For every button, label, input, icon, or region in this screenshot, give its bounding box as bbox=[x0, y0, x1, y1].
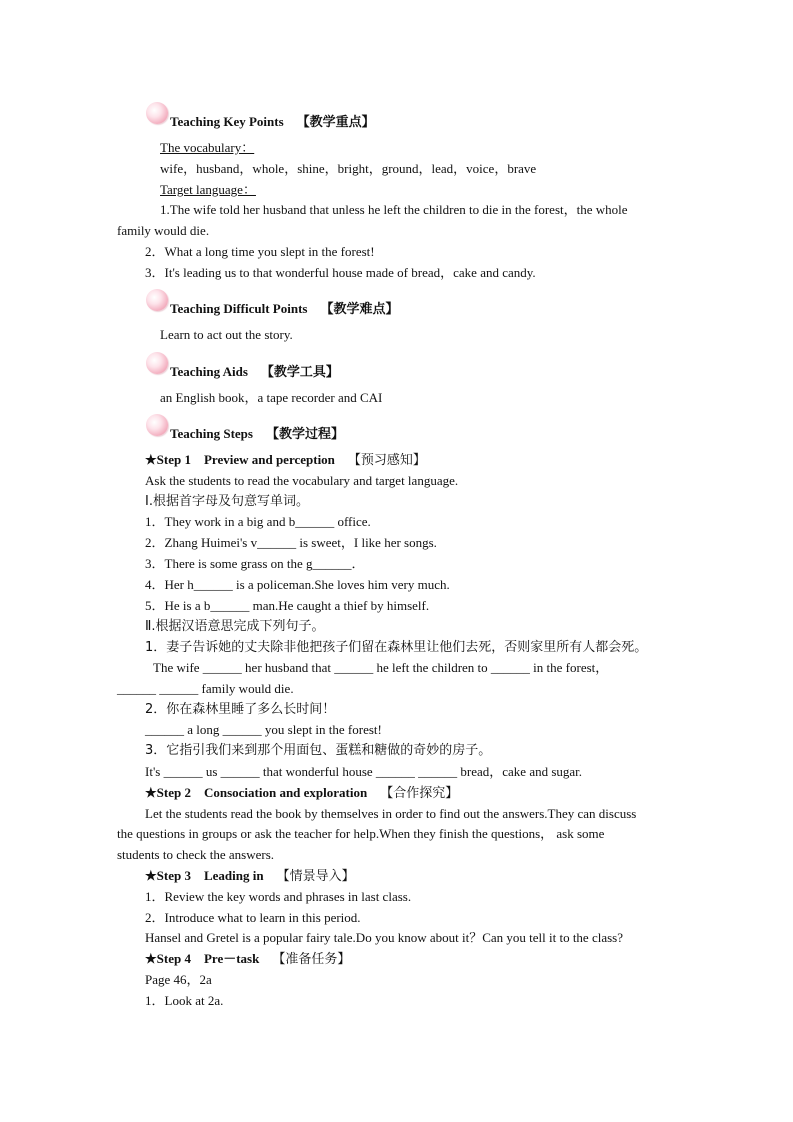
step1-intro: Ask the students to read the vocabulary and target language. bbox=[145, 473, 459, 488]
step4-line-2: 1．Look at 2a. bbox=[145, 993, 224, 1008]
question-1: 1．They work in a big and b______ office. bbox=[145, 514, 371, 529]
vocabulary-label: The vocabulary： bbox=[160, 140, 255, 155]
question-2: 2．Zhang Huimei's v______ is sweet，I like her songs. bbox=[145, 535, 437, 550]
step3-line-1: 1．Review the key words and phrases in last class. bbox=[145, 889, 412, 904]
pink-bullet-icon bbox=[146, 102, 168, 124]
pink-bullet-icon bbox=[146, 289, 168, 311]
key-points-heading: Teaching Key Points 【教学重点】 bbox=[170, 114, 375, 130]
step3-line-3: Hansel and Gretel is a popular fairy tale.Do you know about it？Can you tell it to the class? bbox=[145, 930, 623, 945]
teaching-aids-text: an English book，a tape recorder and CAI bbox=[160, 390, 383, 405]
step4-line-1: Page 46，2a bbox=[145, 972, 212, 987]
question-3: 3．There is some grass on the g______． bbox=[145, 556, 365, 571]
target-sentence-1b: family would die. bbox=[117, 223, 210, 238]
step2-paragraph-line-3: students to check the answers. bbox=[117, 847, 275, 862]
step2-heading: ★Step 2 Consociation and exploration 【合作探究】 bbox=[145, 785, 459, 801]
step3-line-2: 2．Introduce what to learn in this period. bbox=[145, 910, 361, 925]
target-language-label: Target language： bbox=[160, 182, 256, 197]
part2-instruction: Ⅱ.根据汉语意思完成下列句子。 bbox=[145, 619, 325, 634]
step2-paragraph-line-1: Let the students read the book by themselves in order to find out the answers.They can discuss bbox=[145, 806, 637, 821]
vocabulary-list: wife，husband，whole，shine，bright，ground，lead，voice，brave bbox=[160, 161, 537, 176]
pink-bullet-icon bbox=[146, 352, 168, 374]
question-5: 5．He is a b______ man.He caught a thief by himself. bbox=[145, 598, 430, 613]
translation-3-cn: 3．它指引我们来到那个用面包、蛋糕和糖做的奇妙的房子。 bbox=[145, 743, 492, 758]
translation-2-en: ______ a long ______ you slept in the forest! bbox=[145, 722, 382, 737]
step2-paragraph-line-2: the questions in groups or ask the teacher for help.When they finish the questions， ask some bbox=[117, 826, 605, 841]
translation-3-en: It's ______ us ______ that wonderful house ______ ______ bread，cake and sugar. bbox=[145, 764, 583, 779]
target-sentence-3: 3．It's leading us to that wonderful house made of bread，cake and candy. bbox=[145, 265, 536, 280]
teaching-steps-heading: Teaching Steps 【教学过程】 bbox=[170, 426, 344, 442]
target-sentence-1a: 1.The wife told her husband that unless he left the children to die in the forest，the whole bbox=[160, 202, 628, 217]
translation-1-cn: 1．妻子告诉她的丈夫除非他把孩子们留在森林里让他们去死，否则家里所有人都会死。 bbox=[145, 640, 648, 655]
translation-2-cn: 2．你在森林里睡了多么长时间！ bbox=[145, 702, 336, 717]
teaching-aids-heading: Teaching Aids 【教学工具】 bbox=[170, 364, 339, 380]
translation-1-en-a: The wife ______ her husband that ______ he left the children to ______ in the forest， bbox=[153, 660, 609, 675]
target-sentence-2: 2．What a long time you slept in the forest! bbox=[145, 244, 375, 259]
step4-heading: ★Step 4 Pre－task 【准备任务】 bbox=[145, 951, 351, 967]
pink-bullet-icon bbox=[146, 414, 168, 436]
step3-heading: ★Step 3 Leading in 【情景导入】 bbox=[145, 868, 355, 884]
difficult-points-text: Learn to act out the story. bbox=[160, 327, 293, 342]
question-4: 4．Her h______ is a policeman.She loves him very much. bbox=[145, 577, 450, 592]
difficult-points-heading: Teaching Difficult Points 【教学难点】 bbox=[170, 301, 399, 317]
translation-1-en-b: ______ ______ family would die. bbox=[117, 681, 294, 696]
part1-instruction: Ⅰ.根据首字母及句意写单词。 bbox=[145, 494, 309, 509]
step1-heading: ★Step 1 Preview and perception 【预习感知】 bbox=[145, 452, 426, 468]
